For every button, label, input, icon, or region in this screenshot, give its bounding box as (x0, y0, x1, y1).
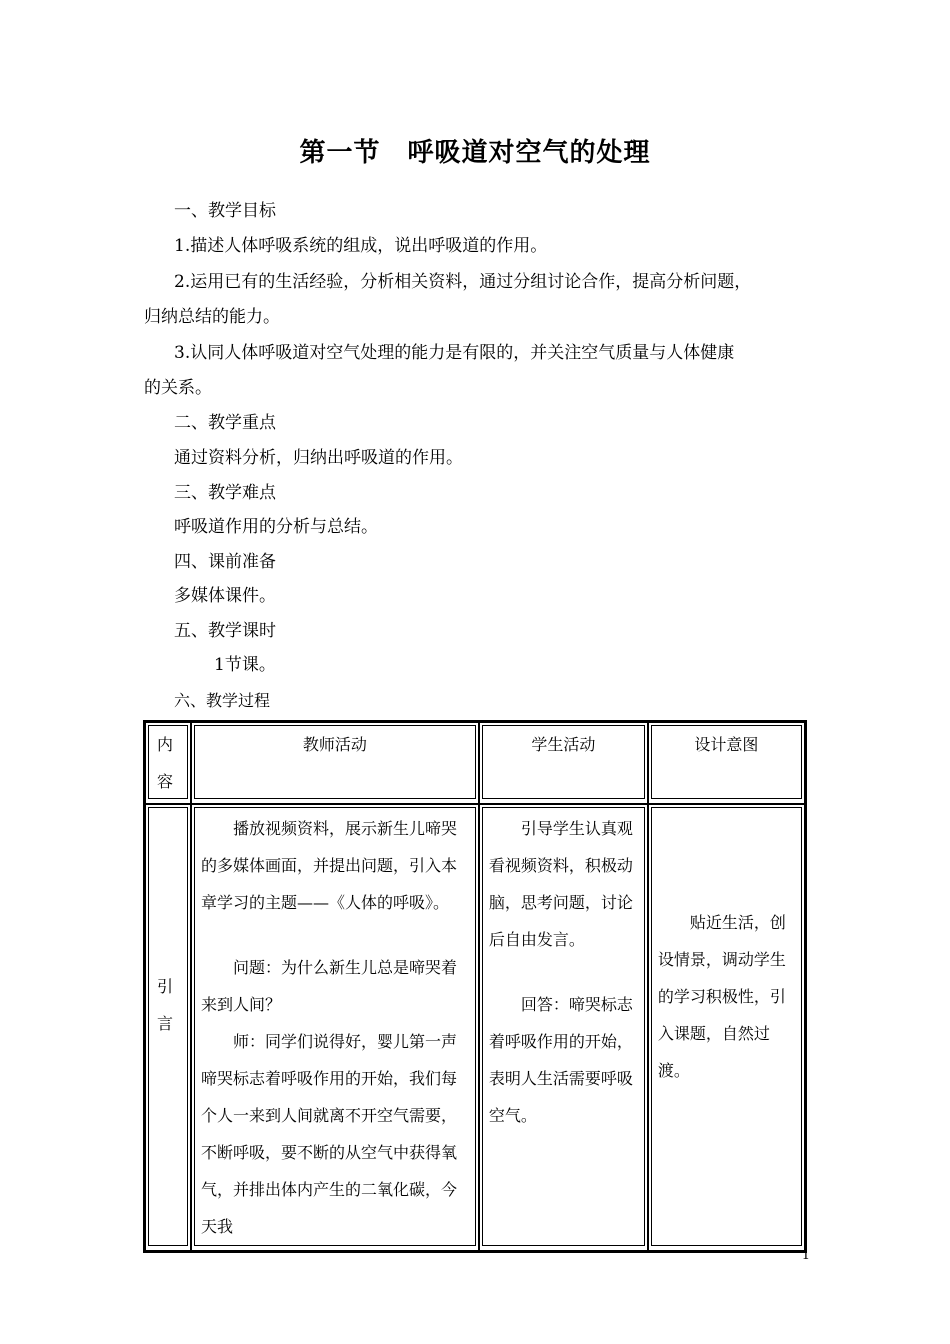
teacher-activity-cell (191, 804, 479, 1251)
teacher-activity-paragraph-1: 播放视频资料，展示新生儿啼哭的多媒体画面，并提出问题，引入本章学习的主题——《人体的呼吸》。 (200, 819, 457, 912)
header-design-label: 设计意图 (651, 725, 802, 799)
objective-item-3-line1: 3.认同人体呼吸道对空气处理的能力是有限的，并关注空气质量与人体健康 (174, 343, 735, 363)
table-row (145, 804, 805, 1251)
student-activity-answer: 回答：啼哭标志着呼吸作用的开始，表明人生活需要呼吸空气。 (488, 995, 633, 1125)
section-heading-class-hours: 五、教学课时 (174, 621, 276, 641)
page-title: 第一节 呼吸道对空气的处理 (299, 138, 651, 168)
table-header-row (145, 722, 805, 804)
teacher-activity-paragraph-3: 师：同学们说得好，婴儿第一声啼哭标志着呼吸作用的开始，我们每个人一来到人间就离不开空气需要，不断呼吸，要不断的从空气中获得氧气，并排出体内产生的二氧化碳，今天我 (200, 1032, 457, 1236)
header-design (648, 722, 805, 804)
design-intent-text: 贴近生活，创设情景，调动学生的学习积极性，引入课题，自然过渡。 (657, 913, 786, 1080)
section-heading-key-points: 二、教学重点 (174, 413, 276, 433)
header-content-line2: 容 (157, 772, 174, 791)
class-hours-text: 1节课。 (214, 655, 276, 675)
section-heading-difficulties: 三、教学难点 (174, 483, 276, 503)
header-student-label: 学生活动 (482, 725, 645, 799)
preparation-text: 多媒体课件。 (174, 586, 276, 606)
design-intent-cell (648, 804, 805, 1251)
section-heading-preparation: 四、课前准备 (174, 552, 276, 572)
row-label-line1: 引 (157, 977, 174, 996)
section-heading-process: 六、教学过程 (174, 691, 271, 710)
objective-item-2-line1: 2.运用已有的生活经验，分析相关资料，通过分组讨论合作，提高分析问题， (174, 272, 752, 292)
header-content (145, 722, 191, 804)
teaching-process-table (143, 720, 807, 1253)
header-student (479, 722, 648, 804)
student-activity-cell (479, 804, 648, 1251)
objective-item-3-line2: 的关系。 (144, 378, 212, 398)
row-label-line2: 言 (157, 1014, 174, 1033)
objective-item-1: 1.描述人体呼吸系统的组成，说出呼吸道的作用。 (174, 236, 548, 256)
student-activity-paragraph-1: 引导学生认真观看视频资料，积极动脑，思考问题，讨论后自由发言。 (488, 819, 633, 949)
header-teacher-label: 教师活动 (194, 725, 476, 799)
teacher-activity-question: 问题：为什么新生儿总是啼哭着来到人间？ (200, 958, 457, 1014)
row-label-cell (145, 804, 191, 1251)
page-number: 1 (801, 1248, 810, 1263)
objective-item-2-line2: 归纳总结的能力。 (144, 307, 280, 327)
key-points-text: 通过资料分析，归纳出呼吸道的作用。 (174, 448, 463, 468)
difficulties-text: 呼吸道作用的分析与总结。 (174, 517, 378, 537)
header-teacher (191, 722, 479, 804)
section-heading-objectives: 一、教学目标 (174, 201, 276, 221)
header-content-line1: 内 (157, 735, 174, 754)
